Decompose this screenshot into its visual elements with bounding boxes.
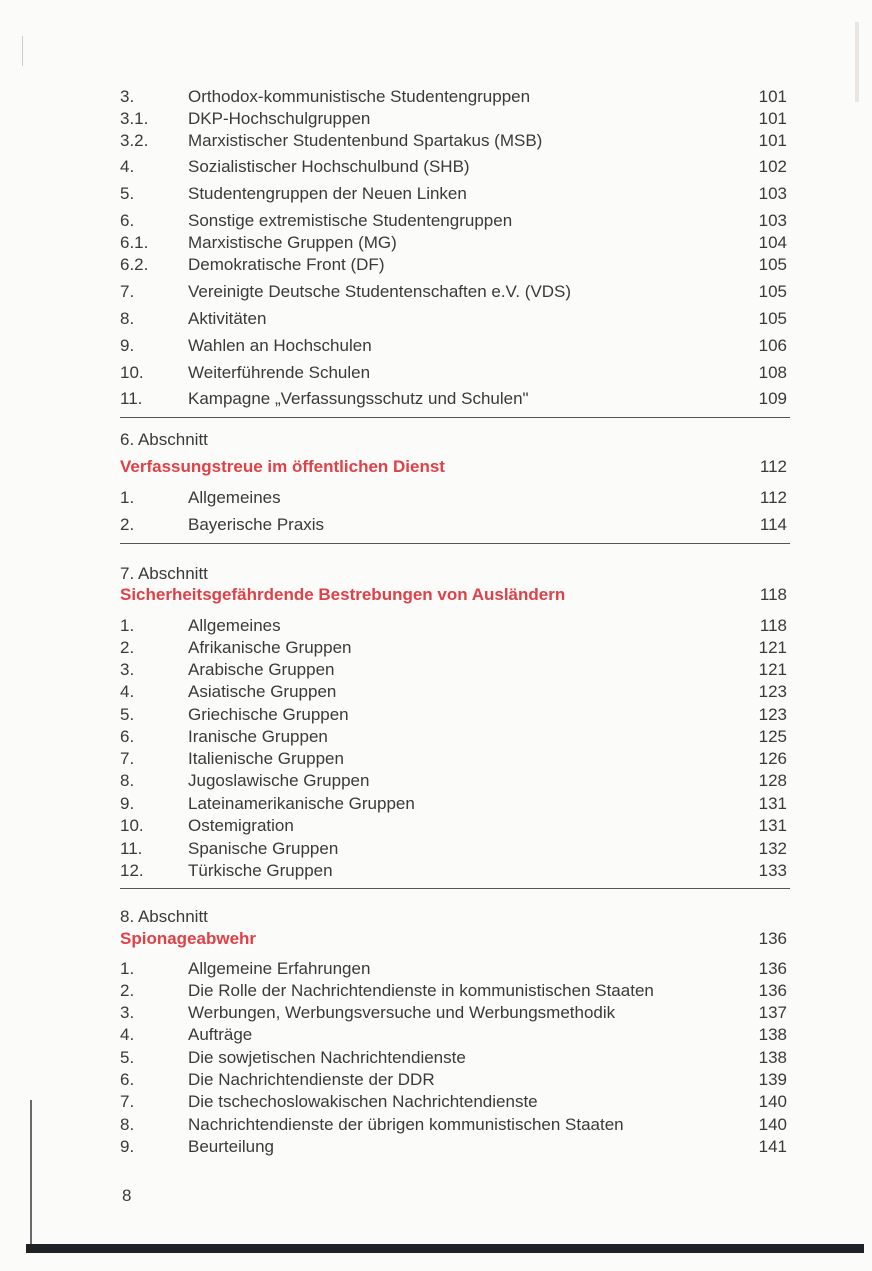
section-divider <box>120 417 790 418</box>
entry-title: Wahlen an Hochschulen <box>188 336 372 355</box>
entry-title: Arabische Gruppen <box>188 660 335 679</box>
entry-title: Kampagne „Verfassungsschutz und Schulen" <box>188 389 529 408</box>
entry-title: Asiatische Gruppen <box>188 682 337 701</box>
entry-page: 136 <box>758 981 787 1000</box>
toc-entry <box>120 514 790 536</box>
toc-entry <box>120 726 790 748</box>
entry-title: Marxistische Gruppen (MG) <box>188 233 397 252</box>
entry-title: Weiterführende Schulen <box>188 363 371 382</box>
section-label: 8. Abschnitt <box>120 907 208 926</box>
entry-number: 3. <box>120 660 135 679</box>
toc-entry <box>120 748 790 770</box>
section-heading-row <box>120 928 790 950</box>
entry-number: 6. <box>120 211 135 230</box>
section-heading: Sicherheitsgefährdende Bestrebungen von Ausländern <box>120 585 566 604</box>
entry-page: 105 <box>758 282 787 301</box>
entry-number: 4. <box>120 682 135 701</box>
entry-title: Griechische Gruppen <box>188 705 349 724</box>
toc-entry <box>120 860 790 882</box>
entry-page: 103 <box>758 211 787 230</box>
toc-entry <box>120 130 790 152</box>
page-number: 8 <box>122 1186 132 1205</box>
toc-entry <box>120 388 790 410</box>
entry-page: 138 <box>758 1048 787 1067</box>
entry-title: Allgemeines <box>188 488 281 507</box>
entry-number: 11. <box>120 389 143 408</box>
entry-number: 9. <box>120 336 135 355</box>
toc-entry <box>120 704 790 726</box>
entry-page: 125 <box>758 727 787 746</box>
entry-page: 140 <box>758 1092 787 1111</box>
entry-title: Werbungen, Werbungsversuche und Werbungsmethodik <box>188 1003 616 1022</box>
entry-title: Allgemeine Erfahrungen <box>188 959 371 978</box>
entry-number: 9. <box>120 794 135 813</box>
toc-entry <box>120 487 790 509</box>
entry-number: 4. <box>120 1025 135 1044</box>
section-divider <box>120 888 790 889</box>
toc-entry <box>120 108 790 130</box>
toc-entry <box>120 615 790 637</box>
toc-entry <box>120 1002 790 1024</box>
entry-number: 6. <box>120 1070 135 1089</box>
toc-entry <box>120 659 790 681</box>
entry-title: Marxistischer Studentenbund Spartakus (MSB) <box>188 131 543 150</box>
entry-number: 5. <box>120 184 135 203</box>
entry-title: Lateinamerikanische Gruppen <box>188 794 415 813</box>
entry-page: 114 <box>759 515 787 534</box>
entry-title: Die Rolle der Nachrichtendienste in kommunistischen Staaten <box>188 981 654 1000</box>
entry-title: Jugoslawische Gruppen <box>188 771 370 790</box>
entry-title: Die sowjetischen Nachrichtendienste <box>188 1048 466 1067</box>
entry-number: 4. <box>120 157 135 176</box>
entry-title: Bayerische Praxis <box>188 515 325 534</box>
section-heading-page: 112 <box>759 457 787 476</box>
section-heading: Verfassungstreue im öffentlichen Dienst <box>120 457 445 476</box>
section-label: 6. Abschnitt <box>120 430 208 449</box>
entry-number: 1. <box>120 616 135 635</box>
entry-number: 7. <box>120 749 135 768</box>
entry-number: 5. <box>120 1048 135 1067</box>
toc-entry <box>120 335 790 357</box>
entry-title: Ostemigration <box>188 816 294 835</box>
toc-entry <box>120 838 790 860</box>
entry-number: 6.1. <box>120 233 149 252</box>
entry-title: Beurteilung <box>188 1137 275 1156</box>
entry-page: 133 <box>758 861 787 880</box>
entry-number: 9. <box>120 1137 135 1156</box>
entry-page: 140 <box>758 1115 787 1134</box>
entry-page: 112 <box>759 488 787 507</box>
entry-title: Die tschechoslowakischen Nachrichtendienste <box>188 1092 538 1111</box>
toc-entry <box>120 793 790 815</box>
entry-title: Allgemeines <box>188 616 281 635</box>
entry-page: 105 <box>758 309 787 328</box>
entry-page: 104 <box>758 233 787 252</box>
entry-page: 101 <box>758 131 787 150</box>
entry-title: Nachrichtendienste der übrigen kommunistischen Staaten <box>188 1115 624 1134</box>
entry-page: 139 <box>758 1070 787 1089</box>
entry-number: 3.1. <box>120 109 149 128</box>
entry-number: 8. <box>120 771 135 790</box>
entry-number: 10. <box>120 363 144 382</box>
toc-entry <box>120 770 790 792</box>
toc-entry <box>120 637 790 659</box>
entry-page: 131 <box>758 794 787 813</box>
entry-number: 3.2. <box>120 131 149 150</box>
toc-entry <box>120 1091 790 1113</box>
entry-number: 1. <box>120 959 135 978</box>
toc-entry <box>120 210 790 232</box>
toc-entry <box>120 1047 790 1069</box>
entry-number: 8. <box>120 309 135 328</box>
entry-title: Afrikanische Gruppen <box>188 638 352 657</box>
entry-page: 106 <box>758 336 787 355</box>
toc-entry <box>120 362 790 384</box>
toc-entry <box>120 281 790 303</box>
entry-title: Türkische Gruppen <box>188 861 333 880</box>
toc-entry <box>120 980 790 1002</box>
toc-entry <box>120 1069 790 1091</box>
entry-page: 138 <box>758 1025 787 1044</box>
entry-page: 132 <box>758 839 787 858</box>
entry-title: Aktivitäten <box>188 309 267 328</box>
entry-title: Aufträge <box>188 1025 253 1044</box>
toc-entry <box>120 254 790 276</box>
toc-entry <box>120 156 790 178</box>
section-divider <box>120 543 790 544</box>
entry-title: Iranische Gruppen <box>188 727 328 746</box>
section-heading: Spionageabwehr <box>120 929 257 948</box>
entry-page: 105 <box>758 255 787 274</box>
entry-page: 131 <box>758 816 787 835</box>
entry-number: 6.2. <box>120 255 149 274</box>
section-heading-page: 118 <box>759 585 787 604</box>
entry-page: 137 <box>758 1003 787 1022</box>
toc-entry <box>120 1136 790 1158</box>
entry-number: 6. <box>120 727 135 746</box>
entry-number: 5. <box>120 705 135 724</box>
toc-entry <box>120 958 790 980</box>
entry-title: DKP-Hochschulgruppen <box>188 109 371 128</box>
entry-number: 2. <box>120 515 135 534</box>
toc-entry <box>120 1024 790 1046</box>
scan-bottom-bar <box>26 1244 864 1253</box>
entry-page: 141 <box>758 1137 787 1156</box>
entry-page: 118 <box>759 616 787 635</box>
entry-number: 2. <box>120 981 135 1000</box>
entry-title: Vereinigte Deutsche Studentenschaften e.V. (VDS) <box>188 282 572 301</box>
entry-page: 123 <box>758 682 787 701</box>
entry-title: Italienische Gruppen <box>188 749 344 768</box>
section-heading-row <box>120 584 790 606</box>
entry-title: Die Nachrichtendienste der DDR <box>188 1070 435 1089</box>
entry-page: 103 <box>758 184 787 203</box>
entry-number: 2. <box>120 638 135 657</box>
entry-number: 11. <box>120 839 143 858</box>
entry-page: 102 <box>758 157 787 176</box>
toc-entry <box>120 815 790 837</box>
entry-number: 10. <box>120 816 144 835</box>
entry-number: 7. <box>120 282 135 301</box>
scan-edge-mark-right <box>855 22 859 102</box>
entry-page: 121 <box>758 660 787 679</box>
entry-title: Spanische Gruppen <box>188 839 339 858</box>
scan-edge-mark <box>22 36 37 66</box>
entry-page: 126 <box>758 749 787 768</box>
entry-page: 101 <box>758 87 787 106</box>
section-heading-row <box>120 456 790 478</box>
section-heading-page: 136 <box>758 929 787 948</box>
entry-page: 136 <box>758 959 787 978</box>
entry-page: 121 <box>758 638 787 657</box>
toc-entry <box>120 183 790 205</box>
entry-page: 108 <box>758 363 787 382</box>
entry-title: Studentengruppen der Neuen Linken <box>188 184 467 203</box>
entry-number: 1. <box>120 488 135 507</box>
entry-number: 8. <box>120 1115 135 1134</box>
entry-title: Sozialistischer Hochschulbund (SHB) <box>188 157 470 176</box>
entry-number: 7. <box>120 1092 135 1111</box>
entry-page: 128 <box>758 771 787 790</box>
entry-page: 123 <box>758 705 787 724</box>
entry-title: Demokratische Front (DF) <box>188 255 385 274</box>
toc-entry <box>120 308 790 330</box>
entry-number: 3. <box>120 87 135 106</box>
scan-left-edge <box>30 1100 32 1245</box>
entry-page: 101 <box>758 109 787 128</box>
entry-number: 3. <box>120 1003 135 1022</box>
section-label: 7. Abschnitt <box>120 564 208 583</box>
toc-entry <box>120 232 790 254</box>
toc-entry <box>120 681 790 703</box>
entry-title: Orthodox-kommunistische Studentengruppen <box>188 87 531 106</box>
entry-title: Sonstige extremistische Studentengruppen <box>188 211 513 230</box>
entry-page: 109 <box>758 389 787 408</box>
entry-number: 12. <box>120 861 144 880</box>
toc-entry <box>120 86 790 108</box>
toc-entry <box>120 1114 790 1136</box>
